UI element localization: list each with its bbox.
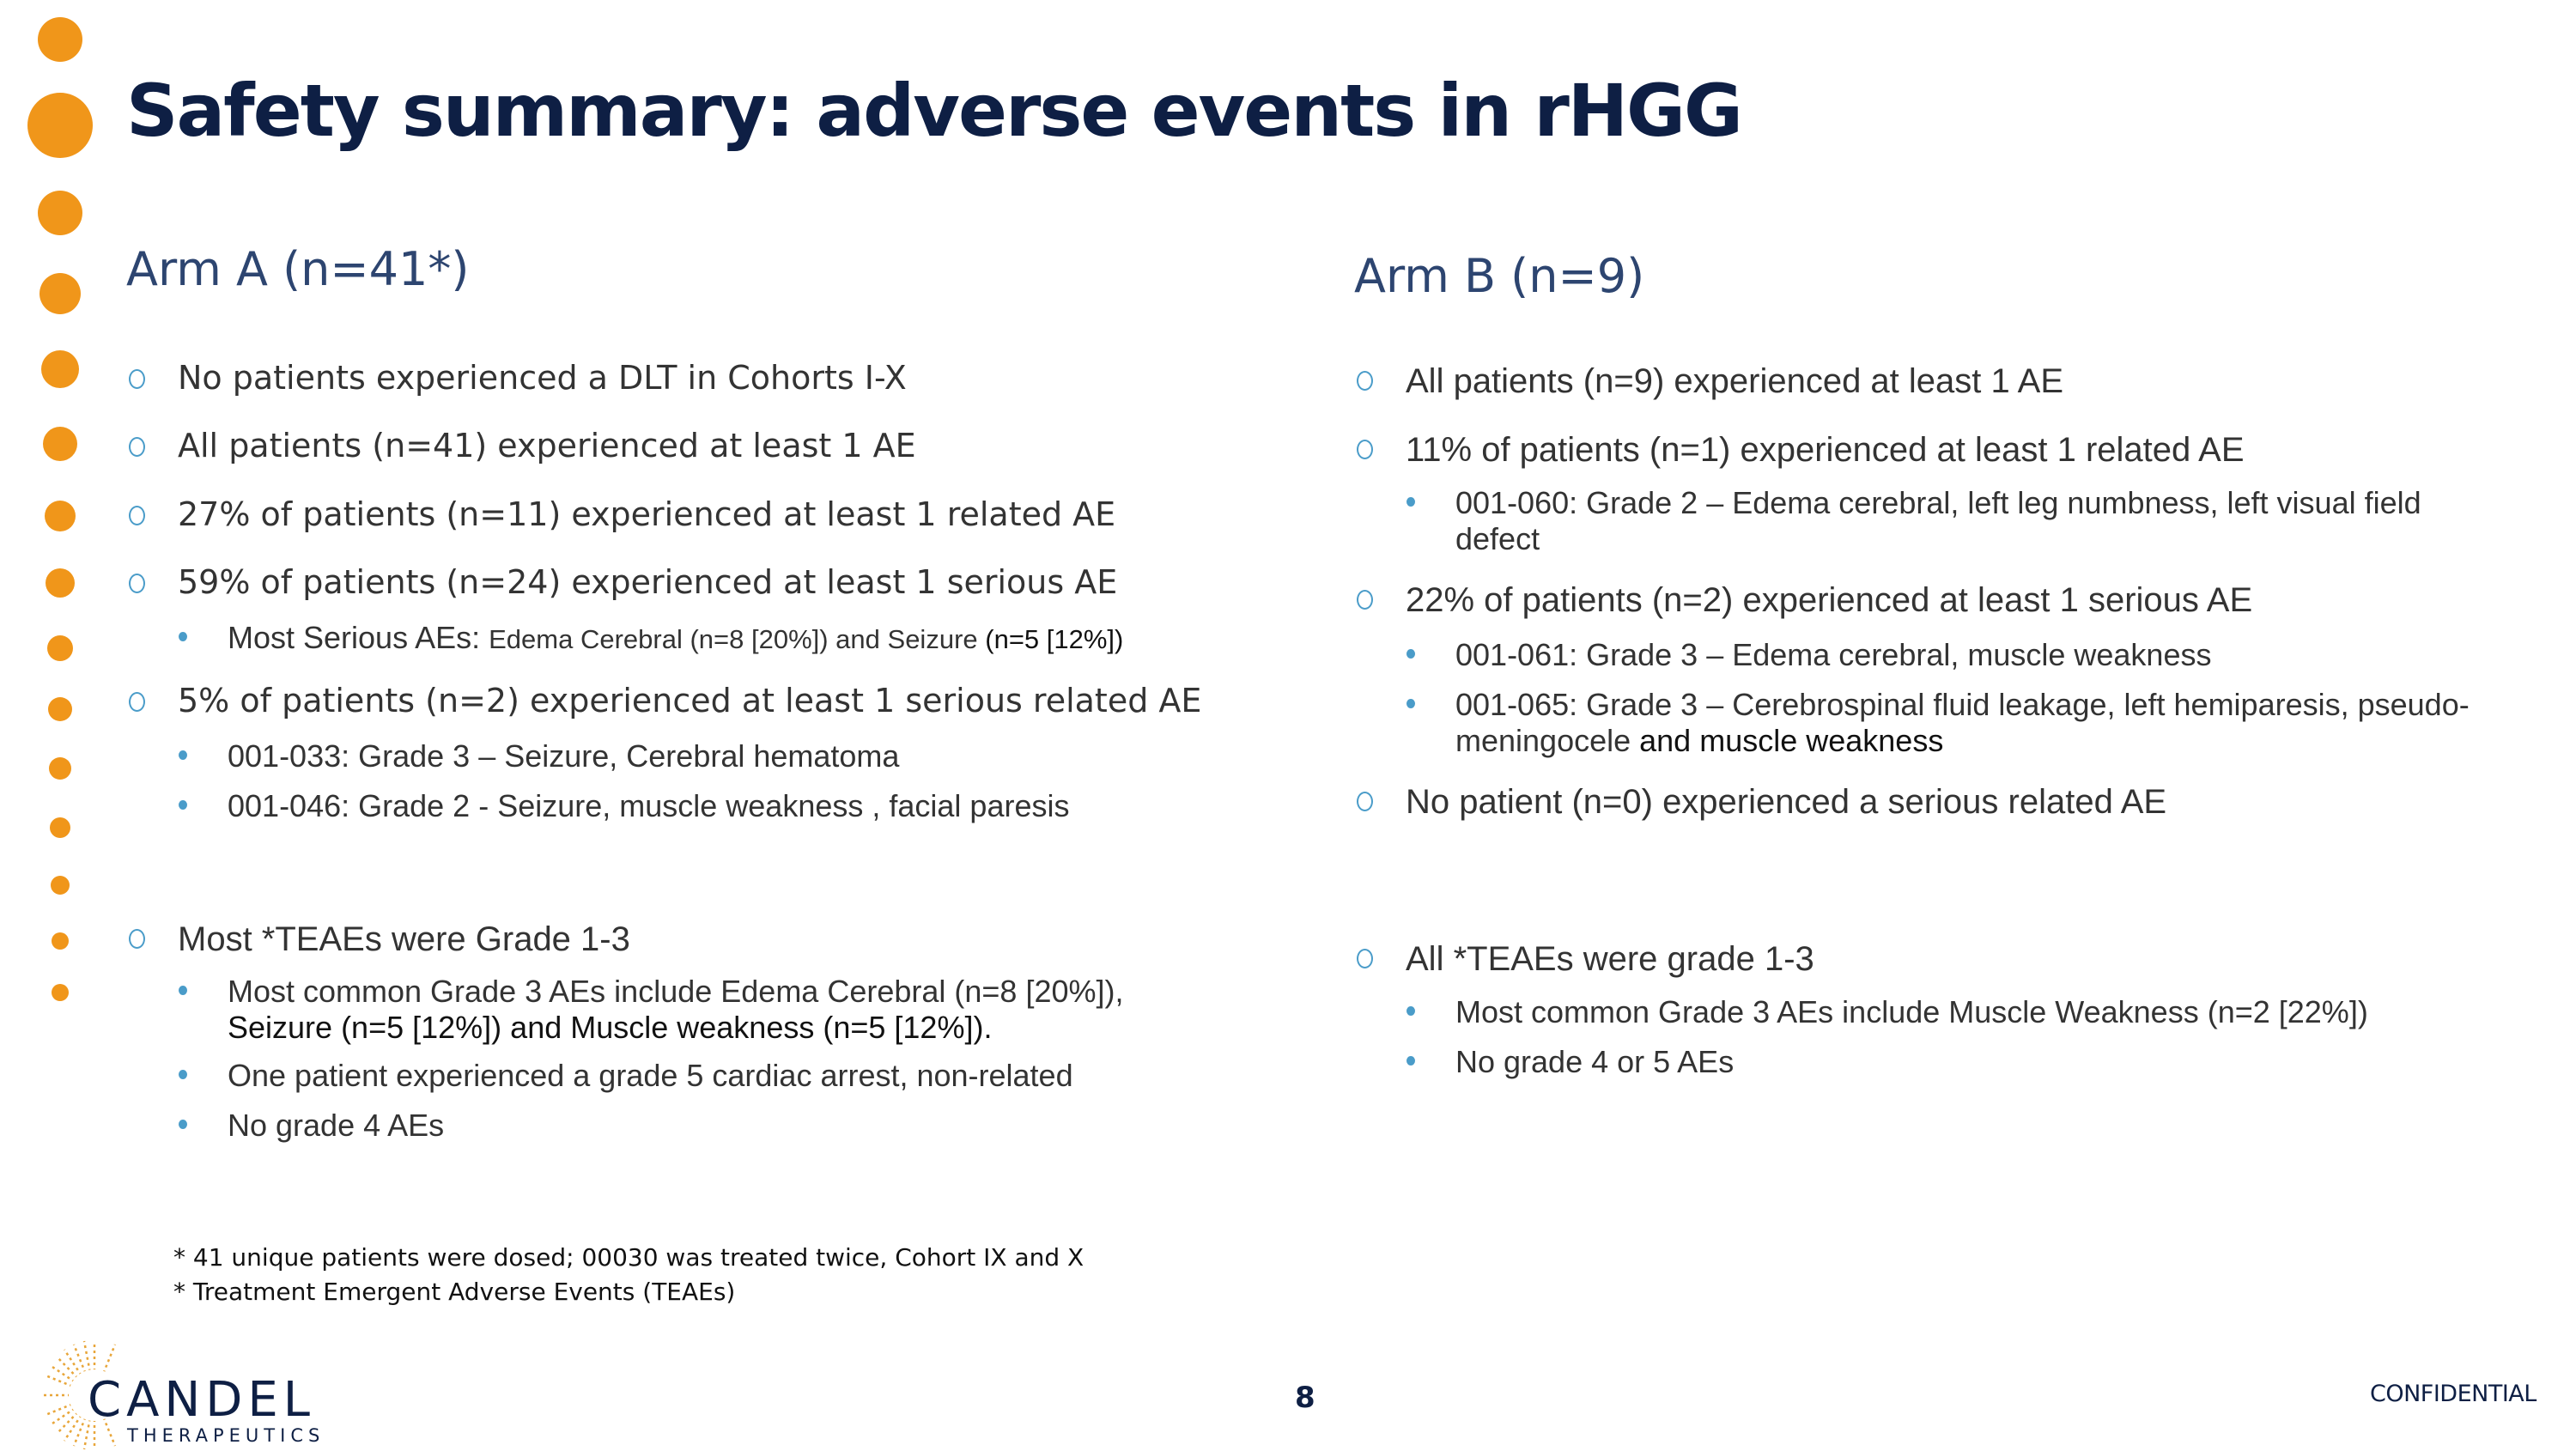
dot-bullet-icon <box>1406 497 1415 507</box>
list-item: 5% of patients (n=2) experienced at least 1 serious related AE <box>129 682 1201 721</box>
decorative-dot <box>49 757 71 780</box>
decorative-dot <box>39 273 81 314</box>
logo-subtitle: THERAPEUTICS <box>127 1425 325 1446</box>
company-logo <box>43 1339 325 1451</box>
footnote: * Treatment Emergent Adverse Events (TEAEs) <box>173 1278 736 1306</box>
hollow-bullet-icon <box>1357 949 1373 968</box>
sub-list-item: 001-033: Grade 3 – Seizure, Cerebral hematoma <box>129 738 899 774</box>
decorative-dot <box>27 93 93 158</box>
sub-list-item: 001-046: Grade 2 - Seizure, muscle weakness , facial paresis <box>129 788 1069 824</box>
decorative-dot <box>47 635 73 661</box>
dot-bullet-icon <box>179 1120 187 1129</box>
slide-title: Safety summary: adverse events in rHGG <box>126 69 1741 153</box>
sub-list-item: One patient experienced a grade 5 cardiac arrest, non-related <box>129 1058 1073 1094</box>
sub-list-item: No grade 4 or 5 AEs <box>1357 1044 1734 1080</box>
arm-b-heading: Arm B (n=9) <box>1354 249 1645 303</box>
decorative-dot <box>45 501 76 531</box>
list-item: No patients experienced a DLT in Cohorts I-X <box>129 359 907 398</box>
hollow-bullet-icon <box>1357 440 1373 459</box>
dot-bullet-icon <box>179 1070 187 1079</box>
hollow-bullet-icon <box>129 574 145 593</box>
hollow-bullet-icon <box>1357 792 1373 811</box>
decorative-dot <box>48 697 72 721</box>
decorative-dot <box>50 817 70 838</box>
arm-a-heading: Arm A (n=41*) <box>126 242 470 296</box>
list-item: 59% of patients (n=24) experienced at least 1 serious AE <box>129 563 1117 603</box>
decorative-dot <box>52 984 69 1001</box>
hollow-bullet-icon <box>1357 590 1373 610</box>
sub-list-item: No grade 4 AEs <box>129 1108 444 1144</box>
hollow-bullet-icon <box>129 929 145 949</box>
list-item: No patient (n=0) experienced a serious related AE <box>1357 781 2166 823</box>
decorative-dot <box>38 17 82 62</box>
dot-bullet-icon <box>179 800 187 810</box>
dot-bullet-icon <box>179 986 187 995</box>
list-item: Most *TEAEs were Grade 1-3 <box>129 919 630 960</box>
decorative-dot <box>43 427 77 461</box>
list-item: 27% of patients (n=11) experienced at least 1 related AE <box>129 495 1115 535</box>
list-item: 22% of patients (n=2) experienced at least 1 serious AE <box>1357 580 2252 621</box>
dot-bullet-icon <box>1406 1056 1415 1065</box>
hollow-bullet-icon <box>129 692 145 712</box>
list-item: All patients (n=41) experienced at least 1 AE <box>129 427 916 466</box>
sub-list-item: Most common Grade 3 AEs include Edema Cerebral (n=8 [20%]), Seizure (n=5 [12%]) and Muscle weakness (n=5 [12%]). <box>129 974 1124 1046</box>
list-item: All patients (n=9) experienced at least 1 AE <box>1357 361 2063 402</box>
list-item: 11% of patients (n=1) experienced at least 1 related AE <box>1357 429 2245 471</box>
sub-list-item: 001-061: Grade 3 – Edema cerebral, muscle weakness <box>1357 637 2211 673</box>
hollow-bullet-icon <box>129 506 145 525</box>
dot-bullet-icon <box>179 632 187 641</box>
sub-list-item: 001-060: Grade 2 – Edema cerebral, left leg numbness, left visual field defect <box>1357 485 2421 557</box>
decorative-dot <box>52 932 69 950</box>
decorative-dot <box>46 568 75 598</box>
logo-name: CANDEL <box>88 1372 316 1428</box>
dot-bullet-icon <box>1406 699 1415 708</box>
page-number: 8 <box>1295 1381 1315 1415</box>
footnote: * 41 unique patients were dosed; 00030 was treated twice, Cohort IX and X <box>173 1243 1084 1272</box>
dot-bullet-icon <box>1406 649 1415 659</box>
sub-list-item: Most common Grade 3 AEs include Muscle Weakness (n=2 [22%]) <box>1357 994 2368 1030</box>
sub-list-item: Most Serious AEs: Edema Cerebral (n=8 [20%]) and Seizure (n=5 [12%]) <box>129 620 1123 656</box>
sub-list-item: 001-065: Grade 3 – Cerebrospinal fluid leakage, left hemiparesis, pseudo- meningocele and muscle weakness <box>1357 687 2470 759</box>
list-item: All *TEAEs were grade 1-3 <box>1357 938 1814 980</box>
hollow-bullet-icon <box>129 369 145 389</box>
decorative-dot <box>41 350 79 388</box>
dot-bullet-icon <box>1406 1006 1415 1016</box>
confidential-label: CONFIDENTIAL <box>2370 1381 2537 1407</box>
decorative-dot <box>51 876 70 895</box>
decorative-dot <box>38 191 82 235</box>
dot-bullet-icon <box>179 750 187 760</box>
hollow-bullet-icon <box>129 437 145 457</box>
hollow-bullet-icon <box>1357 371 1373 391</box>
